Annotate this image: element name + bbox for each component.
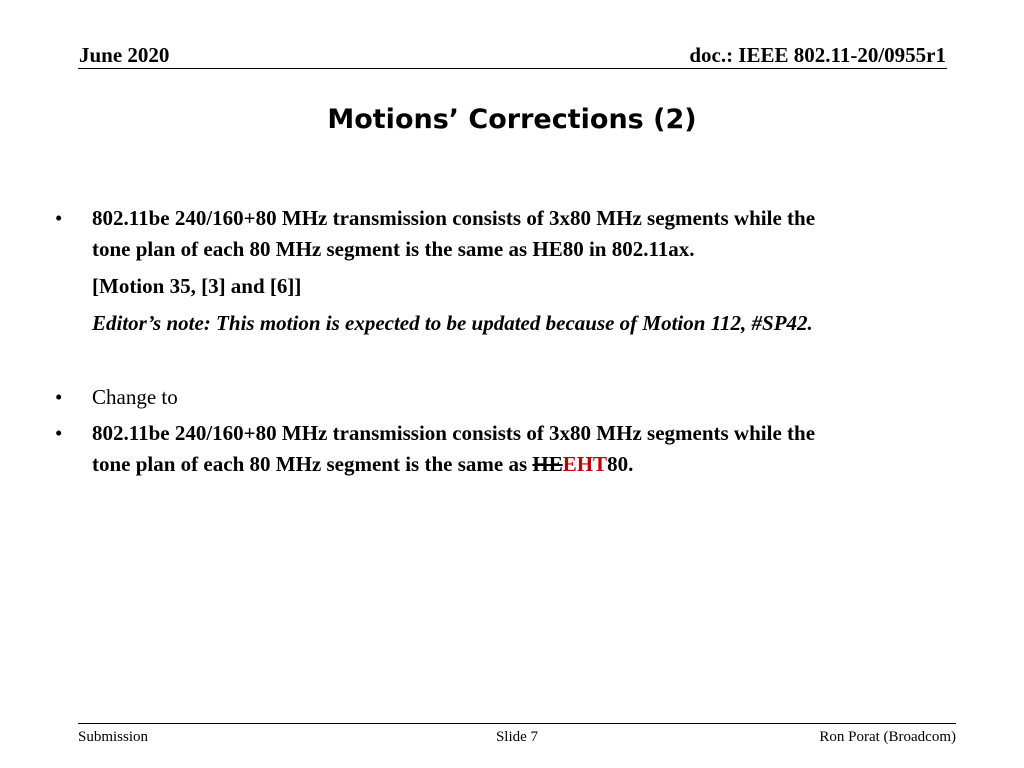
deleted-text: HE (532, 452, 563, 476)
item3-line2-prefix: tone plan of each 80 MHz segment is the same as (92, 452, 533, 476)
header-divider (78, 68, 947, 69)
item1-reference: [Motion 35, [3] and [6]] (92, 274, 302, 298)
footer-slide-number: Slide 7 (495, 729, 539, 745)
item3-line2 (92, 449, 984, 480)
item2-text: Change to (92, 385, 178, 409)
header-doc-id: doc.: IEEE 802.11-20/0955r1 (689, 43, 946, 67)
item3-line2-suffix: 80. (607, 452, 634, 476)
bullet-marker-3: • (55, 421, 63, 445)
footer-author: Ron Porat (Broadcom) (819, 729, 956, 745)
item1-line2: tone plan of each 80 MHz segment is the same as HE80 in 802.11ax. (92, 237, 695, 261)
footer-submission: Submission (78, 729, 149, 745)
inserted-text: EHT (562, 452, 608, 476)
item3-line1: 802.11be 240/160+80 MHz transmission consists of 3x80 MHz segments while the (92, 421, 816, 445)
bullet-marker-1: • (55, 206, 63, 230)
item1-line1: 802.11be 240/160+80 MHz transmission consists of 3x80 MHz segments while the (92, 206, 816, 230)
item1-editor-note: Editor’s note: This motion is expected to be updated because of Motion 112, #SP42. (92, 311, 813, 335)
bullet-marker-2: • (55, 385, 63, 409)
footer-divider (78, 723, 956, 724)
slide-title: Motions’ Corrections (2) (327, 104, 697, 135)
header-date: June 2020 (79, 43, 170, 67)
